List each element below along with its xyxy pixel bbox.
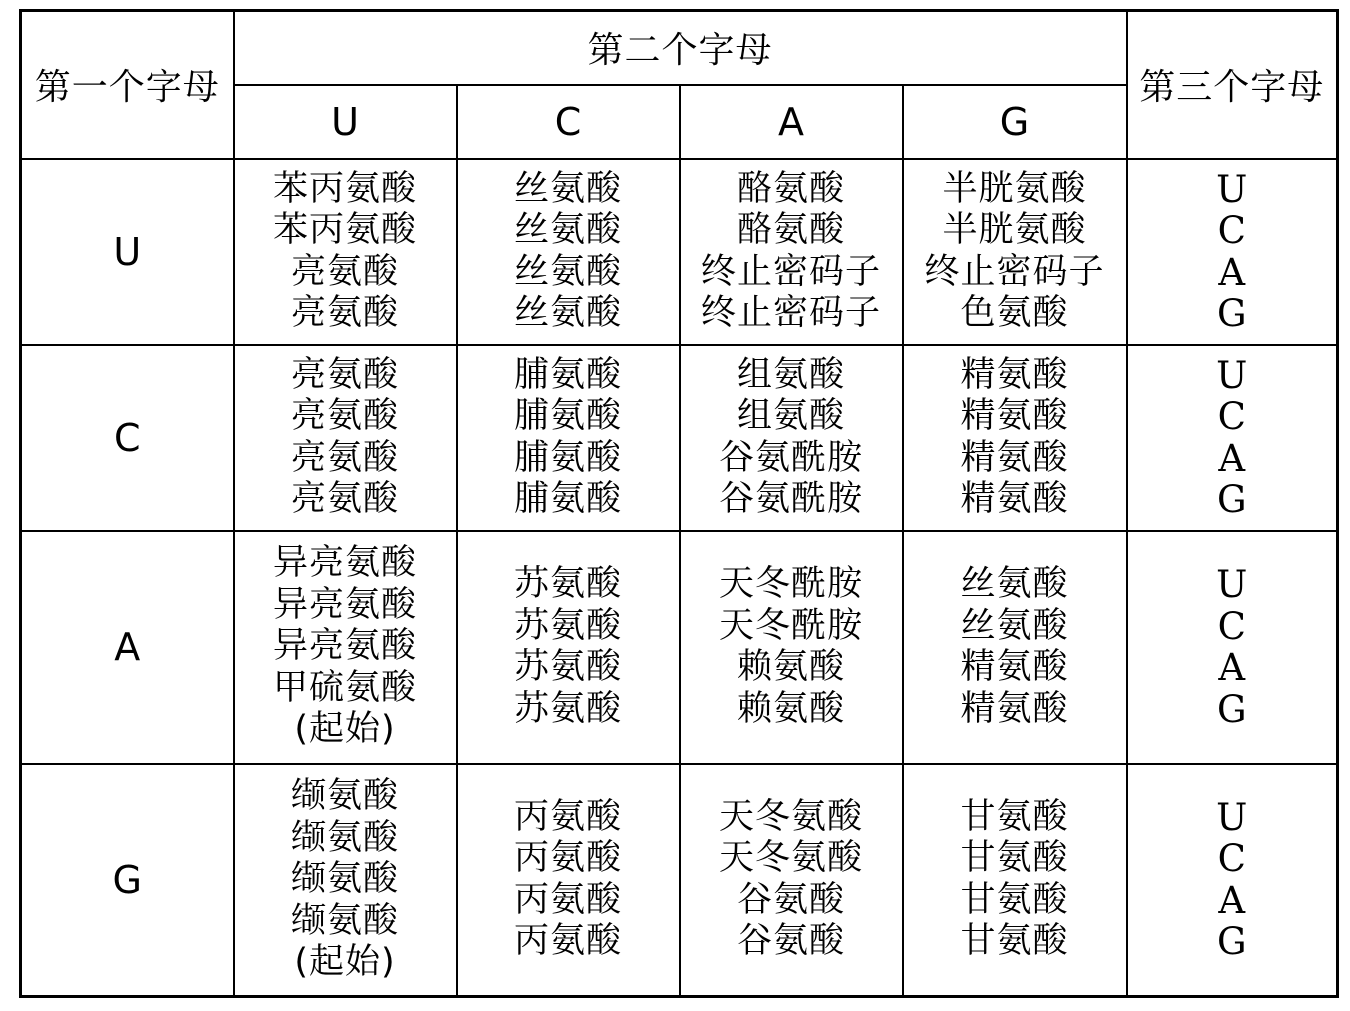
amino-acid: 精氨酸 (960, 688, 1069, 729)
amino-acid: 谷氨酰胺 (718, 437, 863, 478)
amino-acid: 丝氨酸 (513, 168, 622, 209)
amino-acid: 精氨酸 (960, 479, 1069, 519)
amino-acid: 谷氨酰胺 (718, 479, 863, 519)
third-base: C (1217, 604, 1246, 648)
amino-acid: 天冬酰胺 (718, 605, 863, 646)
first-base-c: C (21, 345, 234, 531)
table-row (21, 159, 1338, 345)
codon-cell-aa (680, 531, 903, 764)
amino-acid: 天冬氨酸 (718, 838, 863, 879)
second-letter-header: 第二个字母 (234, 11, 1127, 85)
amino-acid: 甲硫氨酸 (272, 667, 417, 708)
amino-acid: 脯氨酸 (513, 396, 622, 436)
third-base: A (1218, 646, 1246, 689)
amino-acid: 终止密码子 (924, 251, 1105, 292)
second-base-c: C (457, 85, 680, 159)
amino-acid: 亮氨酸 (290, 437, 399, 478)
third-base: A (1218, 436, 1246, 480)
amino-acid: 甘氨酸 (960, 838, 1069, 879)
amino-acid: 终止密码子 (700, 293, 881, 333)
codon-table (19, 9, 1339, 998)
amino-acid: 赖氨酸 (736, 688, 845, 729)
codon-cell-ag (903, 531, 1127, 764)
codon-cell-cg (903, 345, 1127, 531)
third-base: C (1217, 837, 1246, 881)
table-row (21, 531, 1338, 764)
amino-acid: 精氨酸 (960, 437, 1069, 478)
amino-acid: 苏氨酸 (513, 564, 622, 604)
codon-cell-ua (680, 159, 903, 345)
amino-acid: 丙氨酸 (513, 838, 622, 879)
codon-cell-ac (457, 531, 680, 764)
amino-acid: 脯氨酸 (513, 354, 622, 395)
third-base: C (1217, 395, 1246, 438)
amino-acid: 异亮氨酸 (272, 584, 417, 625)
amino-acid: 丝氨酸 (513, 251, 622, 292)
amino-acid: 天冬氨酸 (718, 796, 863, 837)
codon-cell-ga (680, 764, 903, 997)
third-base: C (1217, 209, 1246, 252)
amino-acid: 谷氨酸 (736, 921, 845, 962)
third-base: G (1216, 478, 1247, 521)
amino-acid: 丝氨酸 (513, 293, 622, 333)
amino-acid: 酪氨酸 (736, 168, 845, 209)
third-base: G (1216, 920, 1247, 964)
start-note: (起始) (294, 709, 396, 750)
amino-acid: 丝氨酸 (513, 210, 622, 250)
first-base-a: A (21, 531, 234, 764)
codon-cell-cc (457, 345, 680, 531)
amino-acid: 亮氨酸 (290, 479, 399, 519)
amino-acid: 亮氨酸 (290, 251, 399, 292)
codon-cell-uu (234, 159, 457, 345)
amino-acid: 脯氨酸 (513, 479, 622, 519)
amino-acid: 丙氨酸 (513, 921, 622, 962)
table-row (21, 345, 1338, 531)
first-base-u: U (21, 159, 234, 345)
amino-acid: 半胱氨酸 (942, 210, 1087, 250)
codon-cell-cu (234, 345, 457, 531)
amino-acid: 亮氨酸 (290, 293, 399, 333)
amino-acid: 谷氨酸 (736, 879, 845, 920)
third-bases-a (1127, 531, 1338, 764)
amino-acid: 亮氨酸 (290, 354, 399, 395)
third-bases-c (1127, 345, 1338, 531)
codon-cell-au (234, 531, 457, 764)
third-base: A (1218, 250, 1246, 294)
codon-cell-uc (457, 159, 680, 345)
amino-acid: 酪氨酸 (736, 210, 845, 250)
third-base: G (1216, 687, 1247, 731)
third-letter-header: 第三个字母 (1127, 11, 1338, 159)
amino-acid: 精氨酸 (960, 354, 1069, 395)
third-bases-u (1127, 159, 1338, 345)
amino-acid: 色氨酸 (960, 293, 1069, 333)
amino-acid: 缬氨酸 (290, 859, 399, 899)
codon-cell-gg (903, 764, 1127, 997)
amino-acid: 终止密码子 (700, 251, 881, 292)
amino-acid: 异亮氨酸 (272, 543, 417, 584)
second-base-a: A (680, 85, 903, 159)
amino-acid: 苏氨酸 (513, 647, 622, 687)
amino-acid: 异亮氨酸 (272, 626, 417, 667)
codon-cell-ug (903, 159, 1127, 345)
amino-acid: 甘氨酸 (960, 796, 1069, 837)
second-base-g: G (903, 85, 1127, 159)
amino-acid: 苯丙氨酸 (272, 210, 417, 250)
amino-acid: 半胱氨酸 (942, 168, 1087, 209)
amino-acid: 缬氨酸 (290, 817, 399, 858)
amino-acid: 苏氨酸 (513, 605, 622, 646)
third-bases-g (1127, 764, 1338, 997)
start-note: (起始) (294, 942, 396, 982)
amino-acid: 丝氨酸 (960, 564, 1069, 604)
table-row (21, 764, 1338, 997)
amino-acid: 缬氨酸 (290, 776, 399, 816)
third-base: U (1216, 167, 1248, 211)
third-base: A (1218, 878, 1246, 922)
amino-acid: 丙氨酸 (513, 796, 622, 837)
second-base-u: U (234, 85, 457, 159)
first-base-g: G (21, 764, 234, 997)
amino-acid: 赖氨酸 (736, 647, 845, 687)
amino-acid: 组氨酸 (736, 396, 845, 436)
codon-cell-ca (680, 345, 903, 531)
amino-acid: 天冬酰胺 (718, 564, 863, 604)
amino-acid: 精氨酸 (960, 647, 1069, 687)
codon-cell-gc (457, 764, 680, 997)
amino-acid: 甘氨酸 (960, 921, 1069, 962)
amino-acid: 亮氨酸 (290, 396, 399, 436)
amino-acid: 精氨酸 (960, 396, 1069, 436)
amino-acid: 脯氨酸 (513, 437, 622, 478)
amino-acid: 苯丙氨酸 (272, 168, 417, 209)
first-letter-header: 第一个字母 (21, 11, 234, 159)
third-base: G (1216, 292, 1247, 335)
amino-acid: 苏氨酸 (513, 688, 622, 729)
amino-acid: 缬氨酸 (290, 900, 399, 941)
amino-acid: 组氨酸 (736, 354, 845, 395)
amino-acid: 丙氨酸 (513, 879, 622, 920)
third-base: U (1216, 563, 1248, 606)
third-base: U (1216, 795, 1248, 839)
amino-acid: 丝氨酸 (960, 605, 1069, 646)
third-base: U (1216, 353, 1248, 397)
amino-acid: 甘氨酸 (960, 879, 1069, 920)
codon-cell-gu (234, 764, 457, 997)
